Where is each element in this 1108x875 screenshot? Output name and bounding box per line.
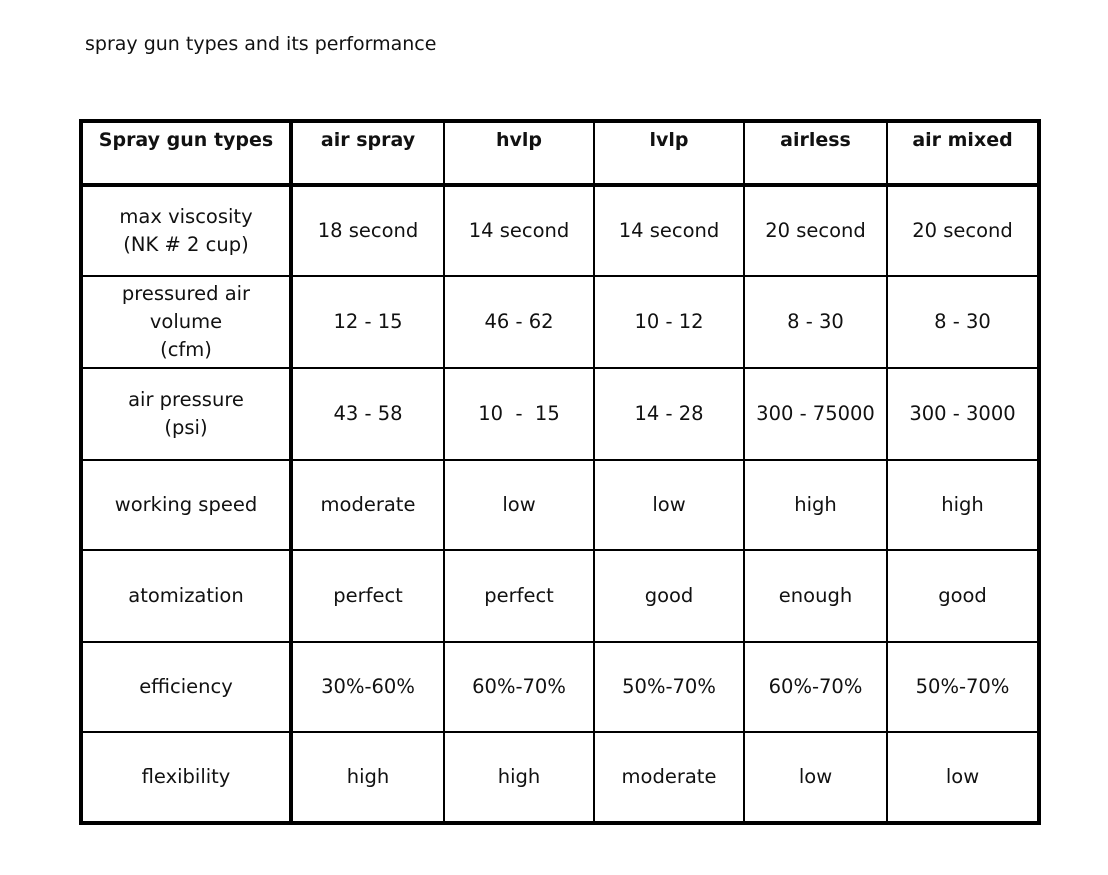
table-cell: 20 second (887, 185, 1039, 276)
table-cell: high (291, 732, 444, 823)
row-label-line: pressured air volume (121, 282, 251, 333)
row-label-line: flexibility (141, 765, 231, 788)
row-label (81, 550, 291, 642)
row-label (81, 276, 291, 368)
table-row (81, 550, 1039, 642)
spray-gun-comparison-table (79, 119, 1041, 825)
row-label (81, 460, 291, 550)
table-cell: moderate (291, 460, 444, 550)
row-label-line: efficiency (139, 675, 233, 698)
row-label-unit: (psi) (164, 416, 208, 439)
table-cell: good (594, 550, 744, 642)
table-cell: 8 - 30 (744, 276, 887, 368)
table-row (81, 276, 1039, 368)
table-cell: perfect (291, 550, 444, 642)
row-label-unit: (NK # 2 cup) (123, 233, 249, 256)
table-cell: 8 - 30 (887, 276, 1039, 368)
table-cell: 43 - 58 (291, 368, 444, 460)
row-label (81, 642, 291, 732)
header-cell-lvlp: lvlp (594, 121, 744, 185)
table-cell: good (887, 550, 1039, 642)
table-cell: 10 - 15 (444, 368, 594, 460)
header-cell-hvlp: hvlp (444, 121, 594, 185)
table-cell: 60%-70% (744, 642, 887, 732)
table-cell: 14 - 28 (594, 368, 744, 460)
table-cell: high (744, 460, 887, 550)
page-title: spray gun types and its performance (85, 33, 437, 55)
table-cell: low (594, 460, 744, 550)
table-cell: 18 second (291, 185, 444, 276)
table-cell: 14 second (594, 185, 744, 276)
table-cell: moderate (594, 732, 744, 823)
table-cell: 30%-60% (291, 642, 444, 732)
table-cell: 50%-70% (594, 642, 744, 732)
table-cell: high (444, 732, 594, 823)
row-label-line: air pressure (128, 388, 244, 411)
table-row (81, 368, 1039, 460)
table-header-row (81, 121, 1039, 185)
header-cell-air-spray: air spray (291, 121, 444, 185)
table-row (81, 185, 1039, 276)
table-cell: 14 second (444, 185, 594, 276)
table-cell: high (887, 460, 1039, 550)
table-cell: 12 - 15 (291, 276, 444, 368)
table-cell: perfect (444, 550, 594, 642)
row-label (81, 185, 291, 276)
table-cell: 10 - 12 (594, 276, 744, 368)
table-cell: low (444, 460, 594, 550)
table-cell: enough (744, 550, 887, 642)
row-label-line: atomization (128, 584, 244, 607)
table-cell: 300 - 75000 (744, 368, 887, 460)
table-row (81, 732, 1039, 823)
table-cell: 46 - 62 (444, 276, 594, 368)
table-cell: 20 second (744, 185, 887, 276)
header-cell-spray-gun-types: Spray gun types (81, 121, 291, 185)
header-cell-air-mixed: air mixed (887, 121, 1039, 185)
table-cell: 300 - 3000 (887, 368, 1039, 460)
table-cell: low (744, 732, 887, 823)
row-label-unit: (cfm) (160, 338, 212, 361)
row-label-line: max viscosity (119, 205, 253, 228)
table-row (81, 642, 1039, 732)
row-label (81, 368, 291, 460)
header-cell-airless: airless (744, 121, 887, 185)
row-label-line: working speed (114, 493, 258, 516)
table-cell: 50%-70% (887, 642, 1039, 732)
table-cell: 60%-70% (444, 642, 594, 732)
table-row (81, 460, 1039, 550)
row-label (81, 732, 291, 823)
table-cell: low (887, 732, 1039, 823)
